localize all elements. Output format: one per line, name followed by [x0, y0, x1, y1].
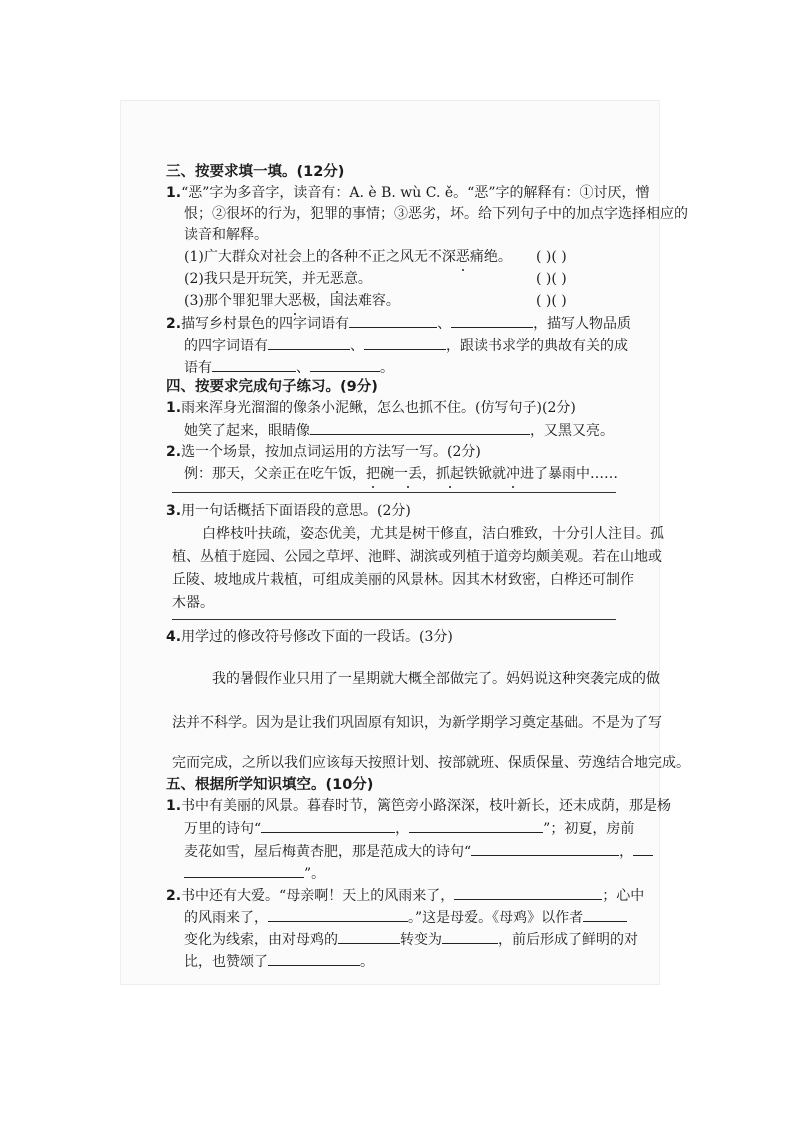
dotted-word: 一丢 — [394, 466, 422, 482]
s4-q4-passage-2: 法并不科学。因为是让我们巩固原有知识，为新学期学习奠定基础。不是为了写 — [172, 715, 662, 731]
q-text: ，又黑又亮。 — [530, 423, 614, 439]
s5-q2-line1 — [166, 886, 644, 905]
q-text: 的风雨来了， — [184, 910, 268, 926]
q-text: 转变为 — [400, 932, 442, 948]
s4-q2-answer-line[interactable] — [172, 492, 616, 493]
q-text: ”。 — [304, 866, 326, 882]
s4-q1-number: 1. — [166, 400, 182, 416]
s3-q1-number: 1. — [166, 185, 182, 201]
dotted-character: 恶 — [329, 271, 344, 287]
q-text: ；心中 — [602, 888, 645, 904]
s5-q2-line2 — [184, 908, 627, 927]
answer-blank[interactable] — [471, 842, 619, 856]
s3-q2-number: 2. — [166, 316, 182, 332]
s4-q4-number: 4. — [166, 629, 182, 645]
example-text: 铁锨 — [464, 466, 492, 482]
s5-q1-line3 — [184, 842, 653, 861]
answer-blank[interactable] — [583, 908, 627, 922]
q-text: 选一个场景，按加点词运用的方法写一写。(2分) — [181, 444, 481, 460]
answer-blank[interactable] — [184, 864, 304, 878]
answer-blank[interactable] — [349, 314, 437, 328]
q-text: 、 — [437, 316, 452, 332]
q-text: 、 — [350, 338, 364, 354]
q-text: 雨来浑身光溜溜的像条小泥鳅，怎么也抓不住。(仿写句子)(2分) — [181, 400, 576, 416]
q-text: ”；初夏，房前 — [543, 821, 635, 837]
section-5-title: 五、根据所学知识填空。(10分) — [166, 777, 374, 793]
s3-q1-item-3 — [184, 292, 400, 310]
q-text: 用一句话概括下面语段的意思。(2分) — [181, 503, 411, 519]
q-text: 麦花如雪，屋后梅黄杏肥，那是范成大的诗句“ — [184, 844, 472, 860]
s3-q2-line2 — [184, 336, 628, 355]
q-text: 书中还有大爱。“母亲啊！天上的风雨来了， — [181, 888, 455, 904]
s5-q1-line4 — [184, 864, 325, 883]
q-text: 。”这是母爱。《母鸡》以作者 — [408, 910, 584, 926]
s4-q4-passage-1: 我的暑假作业只用了一星期就大概全部做完了。妈妈说这种突袭完成的做 — [212, 671, 660, 687]
item-text: 意。 — [343, 271, 372, 287]
q-text: ，跟读书求学的典故有关的成 — [446, 338, 628, 354]
q-text: 语有 — [184, 360, 212, 376]
s5-q2-number: 2. — [166, 888, 182, 904]
q-text: ， — [395, 821, 410, 837]
dotted-character: 恶 — [287, 293, 302, 309]
s4-q2-number: 2. — [166, 444, 182, 460]
answer-blank[interactable] — [310, 421, 530, 435]
q-text: 她笑了起来，眼睛像 — [184, 423, 310, 439]
dotted-character: 恶 — [455, 249, 470, 265]
item-text: (2)我只是开玩笑，并无 — [184, 271, 330, 287]
s4-q4-line1 — [166, 628, 453, 646]
q-text: 。 — [360, 954, 374, 970]
s4-q3-passage-2: 植、丛植于庭园、公园之草坪、池畔、湖滨或列植于道旁均颇美观。若在山地或 — [172, 549, 662, 565]
answer-blank[interactable] — [268, 952, 360, 966]
q-text: 的四字词语有 — [184, 338, 268, 354]
s3-q1-line1 — [166, 184, 649, 202]
s4-q2-example — [184, 465, 618, 483]
s3-q1-item-3-answer-parens[interactable]: ( )( ) — [536, 293, 567, 309]
q-text: ，前后形成了鲜明的对 — [498, 932, 638, 948]
s4-q1-line1 — [166, 399, 576, 417]
s4-q3-passage-4: 木器。 — [172, 595, 214, 611]
s4-q3-passage-1: 白桦枝叶扶疏，姿态优美，尤其是树干修直，洁白雅致，十分引人注目。孤 — [202, 526, 664, 542]
s5-q2-line4 — [184, 952, 374, 971]
example-text: ， — [422, 466, 436, 482]
q-text: 用学过的修改符号修改下面的一段话。(3分) — [181, 629, 453, 645]
answer-blank[interactable] — [268, 336, 350, 350]
dotted-word: 抓起 — [436, 466, 464, 482]
q-text: 。 — [380, 360, 394, 376]
s5-q1-number: 1. — [166, 798, 182, 814]
answer-blank[interactable] — [364, 336, 446, 350]
s4-q4-passage-3: 完而完成，之所以我们应该每天按照计划、按部就班、保质保量、劳逸结合地完成。 — [172, 755, 690, 771]
answer-blank[interactable] — [338, 930, 400, 944]
q-text: 描写乡村景色的四字词语有 — [181, 316, 350, 332]
answer-blank[interactable] — [454, 886, 602, 900]
answer-blank[interactable] — [212, 358, 296, 372]
s4-q3-number: 3. — [166, 503, 182, 519]
s3-q1-item-1-answer-parens[interactable]: ( )( ) — [536, 249, 567, 265]
section-3-title: 三、按要求填一填。(12分) — [166, 164, 345, 180]
example-text: 例：那天，父亲正在吃午饭， — [184, 466, 366, 482]
item-text: 痛绝。 — [469, 249, 512, 265]
q-text: 比，也赞颂了 — [184, 954, 268, 970]
answer-blank[interactable] — [442, 930, 498, 944]
s4-q1-line2 — [184, 421, 614, 440]
q-text: ，描写人物品质 — [533, 316, 632, 332]
s4-q2-line1 — [166, 443, 481, 461]
dotted-word: 就冲进 — [492, 466, 534, 482]
dotted-word: 把 — [366, 466, 380, 482]
example-text: 碗 — [380, 466, 394, 482]
s3-q1-item-1 — [184, 248, 512, 266]
s3-q1-line2: 恨；②很坏的行为，犯罪的事情；③恶劣，坏。给下列句子中的加点字选择相应的 — [184, 206, 688, 222]
s5-q2-line3 — [184, 930, 638, 949]
answer-blank[interactable] — [261, 819, 395, 833]
s3-q1-line3: 读音和解释。 — [184, 227, 268, 243]
q-text: 书中有美丽的风景。暮春时节，篱笆旁小路深深，枝叶新长，还未成荫，那是杨 — [181, 798, 672, 814]
item-text: (1)广大群众对社会上的各种不正之风无不深 — [184, 249, 456, 265]
q-text: 变化为线索，由对母鸡的 — [184, 932, 338, 948]
s3-q2-line3 — [184, 358, 394, 377]
s4-q3-line1 — [166, 502, 411, 520]
s4-q3-answer-line[interactable] — [172, 619, 616, 620]
section-4-title: 四、按要求完成句子练习。(9分) — [166, 379, 378, 395]
answer-blank[interactable] — [633, 842, 653, 856]
q-text: 、 — [296, 360, 310, 376]
answer-blank[interactable] — [268, 908, 408, 922]
answer-blank[interactable] — [310, 358, 380, 372]
answer-blank[interactable] — [451, 314, 533, 328]
answer-blank[interactable] — [409, 819, 543, 833]
item-text: 极，国法难容。 — [301, 293, 400, 309]
s5-q1-line2 — [184, 819, 634, 838]
s3-q2-line1 — [166, 314, 631, 333]
example-text: 了暴雨中…… — [534, 466, 618, 482]
s5-q1-line1 — [166, 797, 671, 815]
s4-q3-passage-3: 丘陵、坡地成片栽植，可组成美丽的风景林。因其木材致密，白桦还可制作 — [172, 572, 634, 588]
q-text: 万里的诗句“ — [184, 821, 262, 837]
q-text: ， — [619, 844, 634, 860]
item-text: (3)那个罪犯罪大 — [184, 293, 288, 309]
s3-q1-item-2-answer-parens[interactable]: ( )( ) — [536, 271, 567, 287]
s3-q1-item-2 — [184, 270, 372, 288]
s3-q1-text1: “恶”字为多音字，读音有：A. è B. wù C. ě。“恶”字的解释有：①讨厌，憎 — [181, 185, 650, 201]
